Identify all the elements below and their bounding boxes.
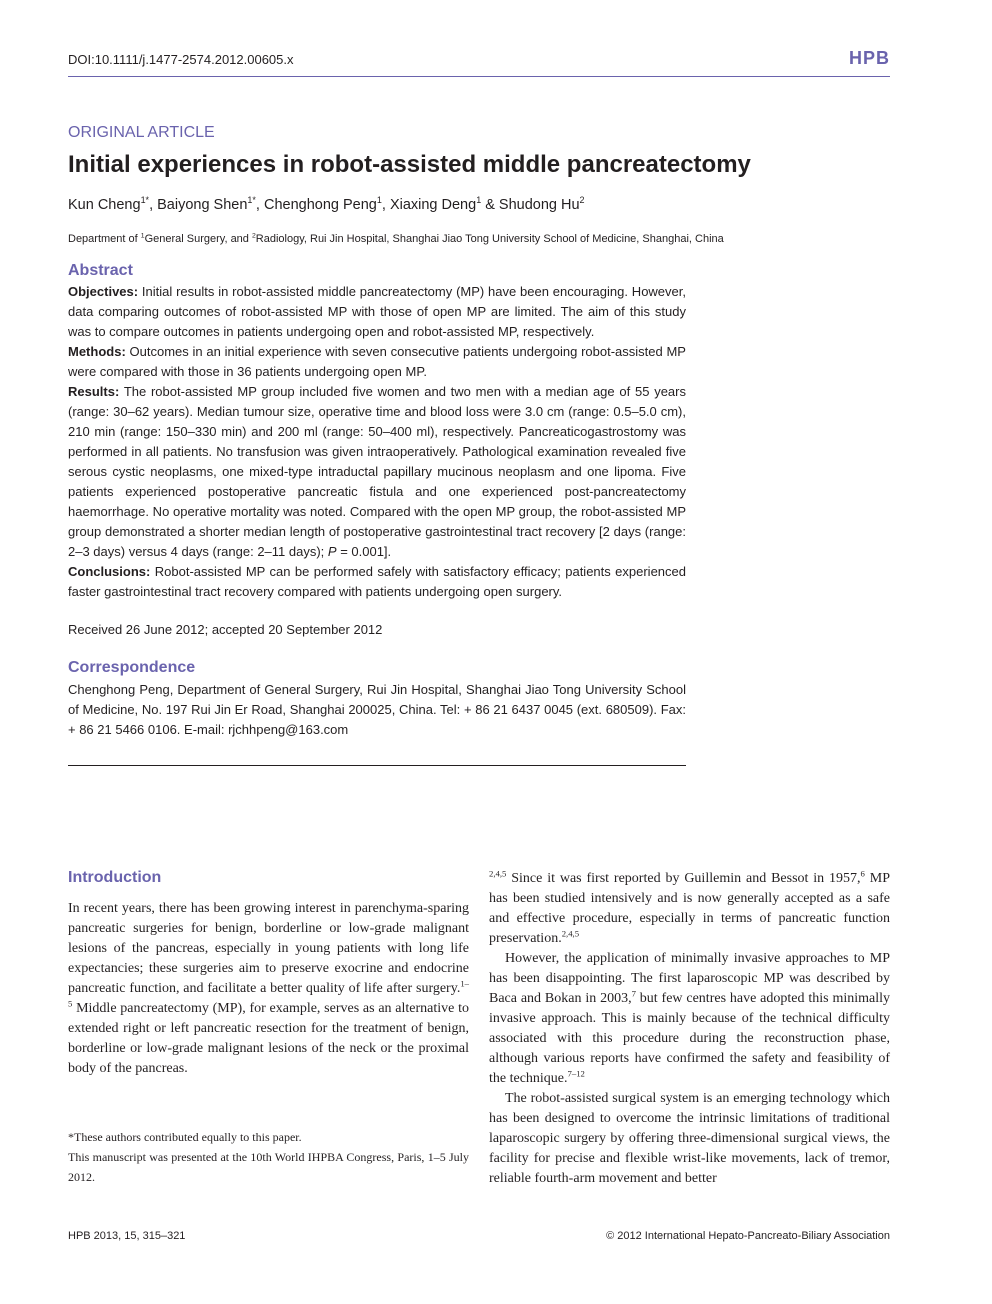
abstract-results: [68, 382, 686, 562]
citation-ref: 7: [631, 988, 636, 999]
author-name: Xiaxing Deng: [389, 197, 477, 213]
correspondence-text: Chenghong Peng, Department of General Surgery, Rui Jin Hospital, Shanghai Jiao Tong University School of Medicine, No. 197 Rui Jin Er Road, Shanghai 200025, China. Tel: + 86 21 6437 0045 (ext. 680509). Fax: + 86 21 5466 0106. E-mail: rjchhpeng@163.com: [68, 682, 686, 737]
header-divider: [68, 76, 890, 77]
conclusions-text: Robot-assisted MP can be performed safely with satisfactory efficacy; patients experienced faster gastrointestinal tract recovery compared with patients undergoing open surgery.: [68, 564, 686, 599]
author-separator: ,: [255, 197, 264, 213]
affiliation-rest: Radiology, Rui Jin Hospital, Shanghai Jiao Tong University School of Medicine, Shanghai, China: [255, 233, 724, 245]
author-separator: ,: [149, 197, 158, 213]
abstract-methods: [68, 342, 686, 382]
results-text: The robot-assisted MP group included five women and two men with a median age of 55 years (range: 30–62 years). Median tumour size, operative time and blood loss were 3.0 cm (range: 0.5–5.0 cm), 210 min (range: 150–330 min) and 200 ml (range: 50–400 ml), respectively. Pancreaticogastrostomy was performed in all patients. No transfusion was given intraoperatively. Pathological examination revealed five serous cystic neoplasms, one mixed-type intraductal papillary mucinous neoplasm and one lipoma. Five patients experienced postoperative pancreatic fistula and one experienced post-pancreatectomy haemorrhage. No operative mortality was noted. Compared with the open MP group, the robot-assisted MP group demonstrated a shorter median length of postoperative gastrointestinal tract recovery [2 days (range: 2–3 days) versus 4 days (range: 2–11 days);: [68, 384, 686, 559]
received-dates: Received 26 June 2012; accepted 20 September 2012: [68, 622, 383, 637]
author-name: Chenghong Peng: [263, 197, 377, 213]
body-column-left: [68, 899, 469, 1079]
p-value-symbol: P: [327, 544, 337, 559]
footnotes: [68, 1127, 469, 1187]
affiliation-prefix: Department of: [68, 233, 141, 245]
footer-citation: HPB 2013, 15, 315–321: [68, 1230, 186, 1242]
abstract-objectives: [68, 282, 686, 342]
author-name: Shudong Hu: [498, 197, 580, 213]
abstract-divider: [68, 765, 686, 766]
citation-ref: 2,4,5: [489, 868, 507, 879]
journal-brand: HPB: [848, 48, 890, 68]
intro-text: Since it was first reported by Guillemin and Bessot in 1957,: [506, 871, 861, 886]
intro-text: In recent years, there has been growing interest in parenchyma-sparing pancreatic surgeries for benign, borderline or low-grade malignant lesions of the pancreas, especially in young patients with long life expectancies; these surgeries aim to preserve exocrine and endocrine pancreatic function, and facilitate a better quality of life after surgery.: [68, 901, 469, 996]
intro-text: However, the application of minimally invasive approaches to MP has been disappointing. The first laparoscopic MP was described by Baca and Bokan in 2003,: [489, 951, 890, 1006]
footer-copyright: © 2012 International Hepato-Pancreato-Biliary Association: [606, 1230, 890, 1242]
objectives-text: Initial results in robot-assisted middle pancreatectomy (MP) have been encouraging. However, data comparing outcomes of robot-assisted MP with those of open MP are limited. The aim of this study was to compare outcomes in patients undergoing open and robot-assisted MP, respectively.: [68, 284, 686, 339]
article-type: ORIGINAL ARTICLE: [68, 124, 215, 141]
author-name: Kun Cheng: [68, 197, 141, 213]
intro-text: Middle pancreatectomy (MP), for example, serves as an alternative to extended right or left pancreatic resection for the treatment of benign, borderline or low-grade malignant lesions of the neck or the proximal body of the pancreas.: [68, 1001, 469, 1076]
citation-ref: 6: [860, 868, 865, 879]
affiliation: [68, 233, 724, 245]
intro-paragraph-3: The robot-assisted surgical system is an emerging technology which has been designed to overcome the intrinsic limitations of traditional laparoscopic surgery by offering three-dimensional surgical views, the facility for precise and flexible wrist-like movements, lack of tremor, reliable fourth-arm movement and better: [489, 1091, 890, 1186]
abstract-conclusions: [68, 562, 686, 602]
footnote-equal-contribution: *These authors contributed equally to this paper.: [68, 1130, 302, 1144]
author-separator: ,: [381, 197, 390, 213]
objectives-label: Objectives:: [68, 284, 139, 299]
affiliation-mark: 1: [140, 232, 145, 240]
correspondence-body: [68, 680, 686, 740]
doi-text: DOI:10.1111/j.1477-2574.2012.00605.x: [68, 52, 294, 67]
author-affiliation-mark: 1*: [247, 195, 256, 206]
intro-paragraph-1: [68, 899, 469, 1079]
citation-ref: 7–12: [567, 1068, 585, 1079]
results-label: Results:: [68, 384, 120, 399]
results-text-end: = 0.001].: [336, 544, 392, 559]
author-name: Baiyong Shen: [157, 197, 248, 213]
intro-paragraph-1-cont: [489, 869, 890, 949]
abstract-body: [68, 282, 686, 602]
author-affiliation-mark: 1: [376, 195, 382, 206]
author-affiliation-mark: 2: [579, 195, 585, 206]
article-title: Initial experiences in robot-assisted middle pancreatectomy: [68, 151, 751, 178]
methods-text: Outcomes in an initial experience with seven consecutive patients undergoing robot-assisted MP were compared with those in 36 patients undergoing open MP.: [68, 344, 686, 379]
intro-text: but few centres have adopted this minimally invasive approach. This is mainly because of the technical difficulty associated with this procedure during the reconstruction phase, although various reports have confirmed the safety and feasibility of the technique.: [489, 991, 890, 1086]
intro-text: MP has been studied intensively and is now generally accepted as a safe and effective procedure, especially in terms of pancreatic function preservation.: [489, 871, 891, 946]
author-affiliation-mark: 1*: [140, 195, 150, 206]
affiliation-dept: General Surgery, and: [144, 233, 252, 245]
citation-ref: 1–5: [68, 978, 469, 1009]
affiliation-mark: 2: [251, 232, 256, 240]
author-separator: &: [481, 197, 499, 213]
intro-paragraph-2: [489, 949, 890, 1089]
author-affiliation-mark: 1: [476, 195, 482, 206]
introduction-heading: Introduction: [68, 869, 162, 886]
conclusions-label: Conclusions:: [68, 564, 151, 579]
correspondence-heading: Correspondence: [68, 659, 196, 676]
methods-label: Methods:: [68, 344, 126, 359]
citation-ref: 2,4,5: [561, 928, 580, 939]
body-column-right: [489, 869, 890, 1189]
abstract-heading: Abstract: [68, 262, 133, 279]
footnote-presented: This manuscript was presented at the 10th World IHPBA Congress, Paris, 1–5 July 2012.: [68, 1150, 469, 1184]
author-list: [68, 197, 585, 213]
